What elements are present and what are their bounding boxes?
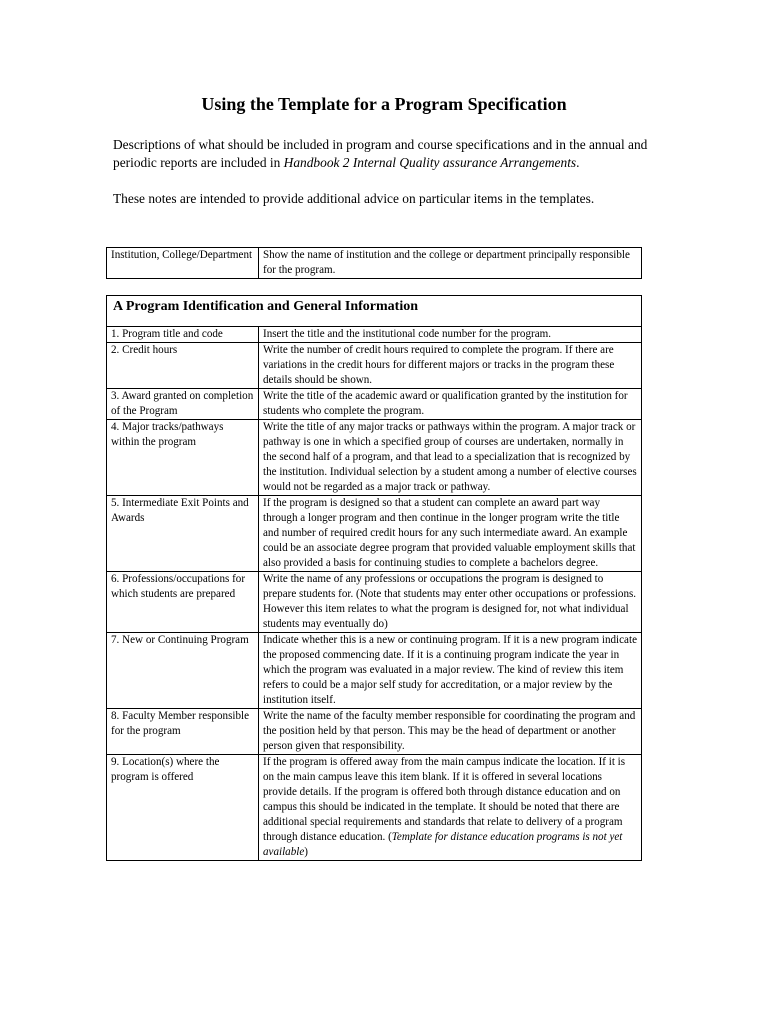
row-description: Show the name of institution and the college or department principally responsible for the program.: [259, 248, 642, 279]
distance-note: Template for distance education programs is not yet available: [263, 831, 623, 858]
table-row: [107, 343, 642, 389]
table-row: [107, 496, 642, 572]
table-row: [107, 755, 642, 861]
row-description: Insert the title and the institutional code number for the program.: [259, 327, 642, 343]
row-label: 2. Credit hours: [107, 343, 259, 389]
table-row: [107, 389, 642, 420]
intro-section: [113, 136, 658, 208]
closing-paren: ): [304, 846, 308, 858]
section-a-table: [106, 295, 642, 861]
table-row: [107, 709, 642, 755]
row-label: 8. Faculty Member responsible for the program: [107, 709, 259, 755]
row-description: Indicate whether this is a new or continuing program. If it is a new program indicate the proposed commencing date. If it is a continuing program indicate the year in which the program was evaluated in a major review. The kind of review this item refers to could be a major self study for accreditation, or a major review by the institution itself.: [259, 633, 642, 709]
section-heading-row: [107, 296, 642, 327]
row-label: 1. Program title and code: [107, 327, 259, 343]
row-label: 3. Award granted on completion of the Program: [107, 389, 259, 420]
row-label: 4. Major tracks/pathways within the program: [107, 420, 259, 496]
row-label: Institution, College/Department: [107, 248, 259, 279]
table-row: [107, 633, 642, 709]
row-label: 6. Professions/occupations for which students are prepared: [107, 572, 259, 633]
intro-paragraph-2: These notes are intended to provide additional advice on particular items in the templates.: [113, 191, 595, 206]
row-label: 5. Intermediate Exit Points and Awards: [107, 496, 259, 572]
row-description: If the program is designed so that a student can complete an award part way through a longer program and then continue in the longer program write the title and number of required credit hours for any such intermediate award. An example could be an associate degree program that provided valuable employment skills that also provided a basis for continuing studies to complete a bachelors degree.: [259, 496, 642, 572]
row-description: Write the title of any major tracks or pathways within the program. A major track or pathway is one in which a specified group of courses are undertaken, normally in the second half of a program, and that lead to a specialization that is recognized by the institution. Individual selection by a student among a number of elective courses would not be regarded as a major track or pathway.: [259, 420, 642, 496]
table-row: [107, 572, 642, 633]
row-description: [259, 755, 642, 861]
page-title: Using the Template for a Program Specification: [201, 94, 567, 114]
table-row: [107, 420, 642, 496]
row-label: 9. Location(s) where the program is offered: [107, 755, 259, 861]
section-heading: A Program Identification and General Information: [107, 296, 642, 327]
row-description: Write the title of the academic award or qualification granted by the institution for students who complete the program.: [259, 389, 642, 420]
row-description: Write the name of the faculty member responsible for coordinating the program and the position held by that person. This may be the head of department or another person given that responsibility.: [259, 709, 642, 755]
table-row: [107, 248, 642, 279]
handbook-reference: Handbook 2 Internal Quality assurance Arrangements: [283, 155, 577, 170]
location-text: If the program is offered away from the main campus indicate the location. If it is on the main campus leave this item blank. If it is offered in several locations provide details. If the program is offered both through distance education and on campus this should be indicated in the template. It should be noted that there are additional special requirements and standards that relate to delivery of a program through distance education. (: [263, 756, 626, 843]
intro-text: Descriptions of what should be included in program and course specifications and in the annual and periodic reports are included in: [113, 137, 648, 170]
institution-table: [106, 247, 642, 279]
row-description: Write the number of credit hours required to complete the program. If there are variations in the credit hours for different majors or tracks in the program these details should be shown.: [259, 343, 642, 389]
table-row: [107, 327, 642, 343]
row-description: Write the name of any professions or occupations the program is designed to prepare students for. (Note that students may enter other occupations or professions. However this item relates to what the program is designed for, not what individual students may eventually do): [259, 572, 642, 633]
intro-paragraph-1: [113, 136, 658, 172]
row-label: 7. New or Continuing Program: [107, 633, 259, 709]
intro-period: .: [576, 155, 580, 170]
